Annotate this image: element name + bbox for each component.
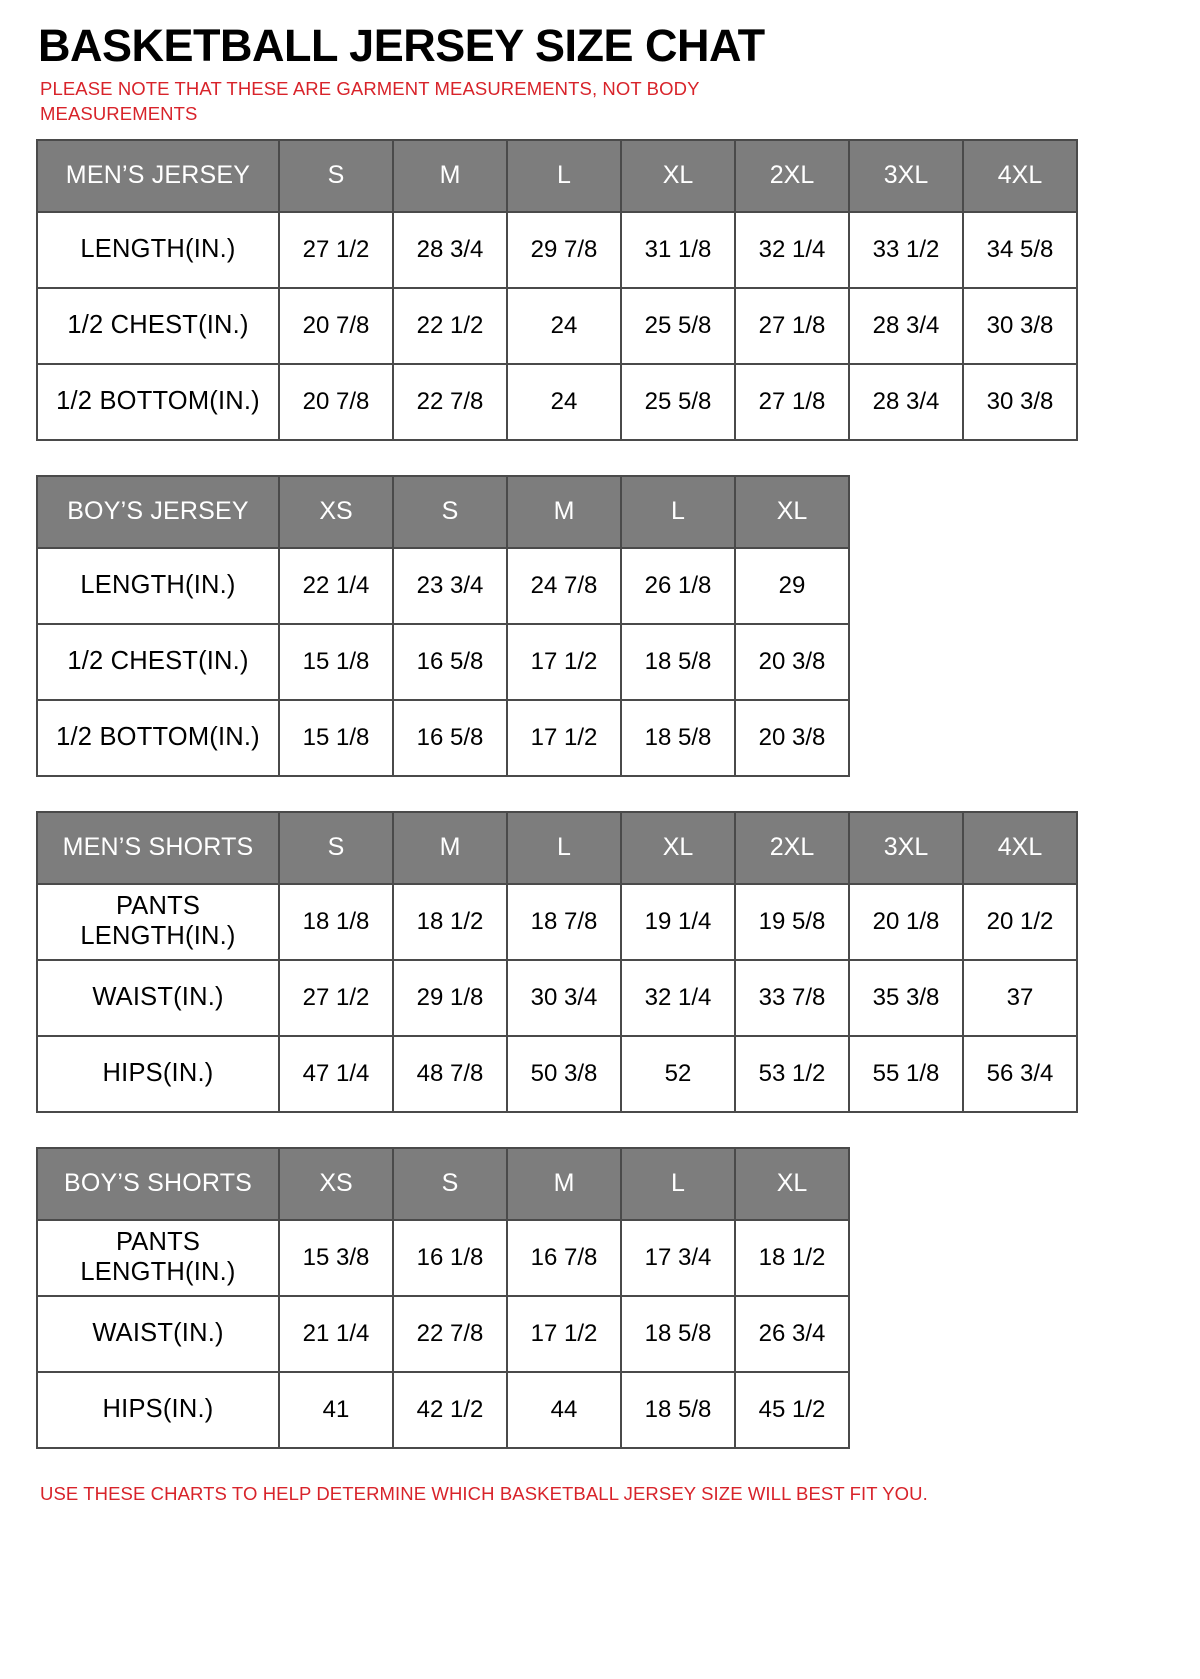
- column-header-size: 3XL: [849, 140, 963, 212]
- measurement-cell: 21 1/4: [279, 1296, 393, 1372]
- column-header-size: L: [621, 1148, 735, 1220]
- measurement-cell: 20 1/2: [963, 884, 1077, 960]
- row-label: 1/2 BOTTOM(IN.): [37, 700, 279, 776]
- table-row: [37, 1220, 849, 1296]
- measurement-cell: 22 7/8: [393, 1296, 507, 1372]
- footer-note: USE THESE CHARTS TO HELP DETERMINE WHICH BASKETBALL JERSEY SIZE WILL BEST FIT YOU.: [40, 1482, 928, 1504]
- measurement-cell: 16 5/8: [393, 700, 507, 776]
- column-header-size: L: [507, 812, 621, 884]
- measurement-cell: 20 3/8: [735, 700, 849, 776]
- table-boys-shorts: [36, 1147, 850, 1449]
- column-header-size: S: [279, 812, 393, 884]
- measurement-cell: 17 3/4: [621, 1220, 735, 1296]
- measurement-cell: 28 3/4: [849, 288, 963, 364]
- measurement-cell: 18 5/8: [621, 1372, 735, 1448]
- column-header-size: S: [393, 1148, 507, 1220]
- table-row: [37, 212, 1077, 288]
- table-corner-header: BOY’S SHORTS: [37, 1148, 279, 1220]
- measurement-cell: 19 1/4: [621, 884, 735, 960]
- row-label: LENGTH(IN.): [37, 212, 279, 288]
- table-row: [37, 960, 1077, 1036]
- measurement-cell: 48 7/8: [393, 1036, 507, 1112]
- row-label: HIPS(IN.): [37, 1036, 279, 1112]
- table-row: [37, 548, 849, 624]
- row-label: WAIST(IN.): [37, 960, 279, 1036]
- measurement-cell: 15 3/8: [279, 1220, 393, 1296]
- measurement-cell: 33 1/2: [849, 212, 963, 288]
- measurement-cell: 27 1/2: [279, 960, 393, 1036]
- measurement-cell: 18 1/2: [735, 1220, 849, 1296]
- table-row: [37, 884, 1077, 960]
- table-header-row: [37, 476, 849, 548]
- measurement-cell: 18 1/8: [279, 884, 393, 960]
- measurement-cell: 20 1/8: [849, 884, 963, 960]
- measurement-cell: 27 1/2: [279, 212, 393, 288]
- measurement-cell: 37: [963, 960, 1077, 1036]
- column-header-size: M: [507, 1148, 621, 1220]
- table-row: [37, 288, 1077, 364]
- measurement-cell: 35 3/8: [849, 960, 963, 1036]
- measurement-cell: 17 1/2: [507, 624, 621, 700]
- measurement-cell: 31 1/8: [621, 212, 735, 288]
- measurement-cell: 22 1/4: [279, 548, 393, 624]
- measurement-cell: 16 5/8: [393, 624, 507, 700]
- measurement-cell: 32 1/4: [735, 212, 849, 288]
- measurement-cell: 28 3/4: [393, 212, 507, 288]
- measurement-cell: 24: [507, 288, 621, 364]
- table-header-row: [37, 140, 1077, 212]
- row-label: 1/2 CHEST(IN.): [37, 288, 279, 364]
- measurement-cell: 19 5/8: [735, 884, 849, 960]
- column-header-size: XS: [279, 1148, 393, 1220]
- column-header-size: XL: [621, 812, 735, 884]
- column-header-size: XL: [735, 1148, 849, 1220]
- measurement-cell: 26 3/4: [735, 1296, 849, 1372]
- measurement-cell: 52: [621, 1036, 735, 1112]
- column-header-size: 4XL: [963, 812, 1077, 884]
- column-header-size: 2XL: [735, 812, 849, 884]
- table-corner-header: MEN’S SHORTS: [37, 812, 279, 884]
- measurement-cell: 30 3/8: [963, 288, 1077, 364]
- measurement-cell: 45 1/2: [735, 1372, 849, 1448]
- column-header-size: XL: [621, 140, 735, 212]
- column-header-size: S: [279, 140, 393, 212]
- measurement-cell: 20 7/8: [279, 364, 393, 440]
- measurement-cell: 15 1/8: [279, 624, 393, 700]
- measurement-cell: 23 3/4: [393, 548, 507, 624]
- measurement-cell: 29: [735, 548, 849, 624]
- table-corner-header: BOY’S JERSEY: [37, 476, 279, 548]
- measurement-cell: 18 7/8: [507, 884, 621, 960]
- measurement-cell: 30 3/8: [963, 364, 1077, 440]
- measurement-cell: 42 1/2: [393, 1372, 507, 1448]
- row-label: HIPS(IN.): [37, 1372, 279, 1448]
- measurement-cell: 55 1/8: [849, 1036, 963, 1112]
- column-header-size: 3XL: [849, 812, 963, 884]
- page-title: BASKETBALL JERSEY SIZE CHAT: [38, 20, 765, 71]
- measurement-cell: 24: [507, 364, 621, 440]
- column-header-size: XS: [279, 476, 393, 548]
- column-header-size: M: [393, 140, 507, 212]
- column-header-size: M: [393, 812, 507, 884]
- measurement-cell: 53 1/2: [735, 1036, 849, 1112]
- measurement-cell: 27 1/8: [735, 364, 849, 440]
- row-label: LENGTH(IN.): [37, 548, 279, 624]
- measurement-cell: 22 1/2: [393, 288, 507, 364]
- row-label: 1/2 BOTTOM(IN.): [37, 364, 279, 440]
- measurement-cell: 15 1/8: [279, 700, 393, 776]
- table-header-row: [37, 812, 1077, 884]
- table-header-row: [37, 1148, 849, 1220]
- table-mens-jersey: [36, 139, 1078, 441]
- measurement-cell: 47 1/4: [279, 1036, 393, 1112]
- column-header-size: M: [507, 476, 621, 548]
- measurement-cell: 18 5/8: [621, 700, 735, 776]
- measurement-cell: 17 1/2: [507, 700, 621, 776]
- measurement-cell: 41: [279, 1372, 393, 1448]
- table-row: [37, 364, 1077, 440]
- tables-container: [36, 139, 1164, 1449]
- column-header-size: 2XL: [735, 140, 849, 212]
- column-header-size: L: [507, 140, 621, 212]
- row-label: PANTS LENGTH(IN.): [37, 1220, 279, 1296]
- measurement-cell: 29 1/8: [393, 960, 507, 1036]
- measurement-cell: 33 7/8: [735, 960, 849, 1036]
- table-row: [37, 624, 849, 700]
- table-mens-shorts: [36, 811, 1078, 1113]
- measurement-cell: 22 7/8: [393, 364, 507, 440]
- measurement-cell: 20 3/8: [735, 624, 849, 700]
- table-row: [37, 1296, 849, 1372]
- column-header-size: L: [621, 476, 735, 548]
- table-row: [37, 1036, 1077, 1112]
- measurement-cell: 28 3/4: [849, 364, 963, 440]
- measurement-cell: 30 3/4: [507, 960, 621, 1036]
- measurement-cell: 56 3/4: [963, 1036, 1077, 1112]
- table-row: [37, 1372, 849, 1448]
- measurement-cell: 18 5/8: [621, 624, 735, 700]
- row-label: WAIST(IN.): [37, 1296, 279, 1372]
- table-boys-jersey: [36, 475, 850, 777]
- measurement-cell: 32 1/4: [621, 960, 735, 1036]
- measurement-cell: 16 1/8: [393, 1220, 507, 1296]
- measurement-note: PLEASE NOTE THAT THESE ARE GARMENT MEASUREMENTS, NOT BODY MEASUREMENTS: [40, 77, 700, 124]
- measurement-cell: 50 3/8: [507, 1036, 621, 1112]
- measurement-cell: 18 1/2: [393, 884, 507, 960]
- table-row: [37, 700, 849, 776]
- measurement-cell: 44: [507, 1372, 621, 1448]
- measurement-cell: 27 1/8: [735, 288, 849, 364]
- measurement-cell: 24 7/8: [507, 548, 621, 624]
- measurement-cell: 20 7/8: [279, 288, 393, 364]
- measurement-cell: 25 5/8: [621, 288, 735, 364]
- measurement-cell: 16 7/8: [507, 1220, 621, 1296]
- measurement-cell: 34 5/8: [963, 212, 1077, 288]
- measurement-cell: 29 7/8: [507, 212, 621, 288]
- column-header-size: XL: [735, 476, 849, 548]
- measurement-cell: 18 5/8: [621, 1296, 735, 1372]
- measurement-cell: 26 1/8: [621, 548, 735, 624]
- column-header-size: 4XL: [963, 140, 1077, 212]
- column-header-size: S: [393, 476, 507, 548]
- measurement-cell: 17 1/2: [507, 1296, 621, 1372]
- row-label: 1/2 CHEST(IN.): [37, 624, 279, 700]
- measurement-cell: 25 5/8: [621, 364, 735, 440]
- table-corner-header: MEN’S JERSEY: [37, 140, 279, 212]
- row-label: PANTS LENGTH(IN.): [37, 884, 279, 960]
